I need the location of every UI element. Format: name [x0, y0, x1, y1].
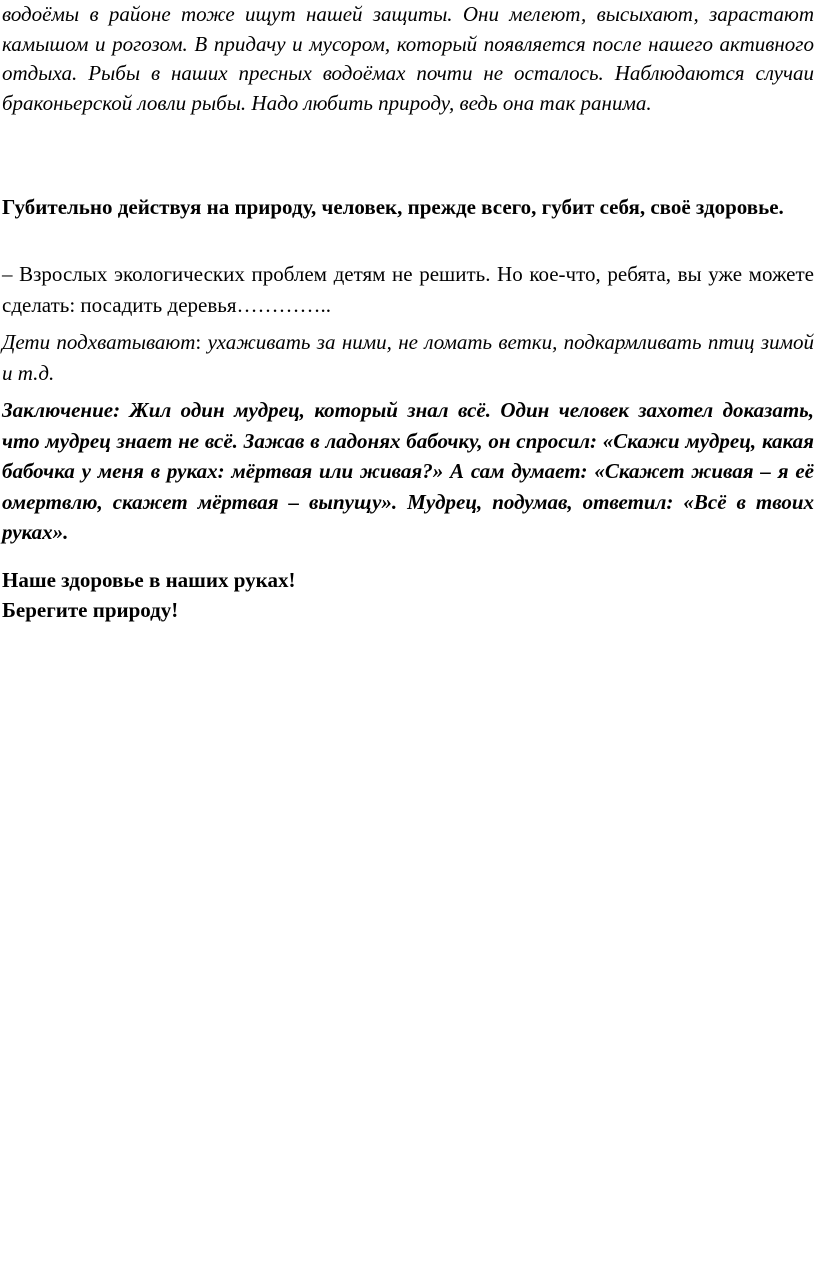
- adult-problems-paragraph: – Взрослых экологических проблем детям не решить. Но кое-что, ребята, вы уже можете сделать: посадить деревья…………..: [2, 262, 814, 317]
- children-reply-paragraph: [2, 327, 814, 389]
- children-reply-colon: :: [195, 330, 202, 354]
- children-reply-rest: ухаживать за ними, не ломать ветки, подкармливать птиц зимой и т.д.: [2, 330, 814, 385]
- intro-paragraph: водоёмы в районе тоже ищут нашей защиты. Они мелеют, высыхают, зарастают камышом и рогозом. В придачу и мусором, который появляется после нашего активного отдыха. Рыбы в наших пресных водоёмах почти не осталось. Наблюдаются случаи браконьерской ловли рыбы. Надо любить природу, ведь она так ранима.: [2, 2, 814, 115]
- heading-statement: Губительно действуя на природу, человек, прежде всего, губит себя, своё здоровье.: [2, 195, 784, 219]
- final-line-health: Наше здоровье в наших руках!: [2, 568, 296, 592]
- children-reply-prefix: Дети подхватывают: [2, 330, 196, 354]
- conclusion-paragraph: Заключение: Жил один мудрец, который знал всё. Один человек захотел доказать, что мудрец знает не всё. Зажав в ладонях бабочку, он спросил: «Скажи мудрец, какая бабочка у меня в руках: мёртвая или живая?» А сам думает: «Скажет живая – я её омертвлю, скажет мёртвая – выпущу». Мудрец, подумав, ответил: «Всё в твоих руках».: [2, 398, 814, 544]
- final-line-nature: Берегите природу!: [2, 598, 179, 622]
